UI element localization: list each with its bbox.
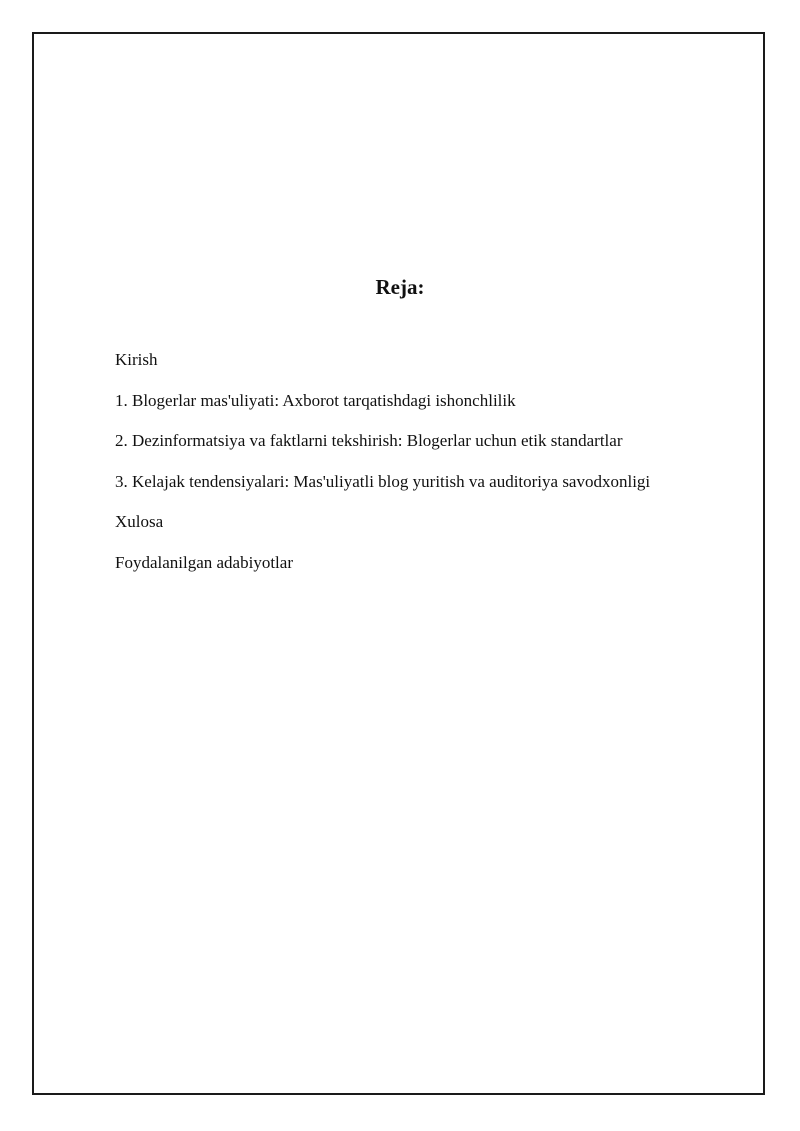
plan-item-chapter-2: 2. Dezinformatsiya va faktlarni tekshirish: Blogerlar uchun etik standartlar xyxy=(115,431,623,450)
plan-item-chapter-3: 3. Kelajak tendensiyalari: Mas'uliyatli blog yuritish va auditoriya savodxonligi xyxy=(115,471,651,491)
plan-item-references: Foydalanilgan adabiyotlar xyxy=(115,552,293,572)
plan-item-chapter-1: 1. Blogerlar mas'uliyati: Axborot tarqatishdagi ishonchlilik xyxy=(115,390,516,410)
plan-list xyxy=(115,349,650,592)
plan-item-conclusion: Xulosa xyxy=(115,512,164,531)
page-title: Reja: xyxy=(375,275,425,299)
plan-item-introduction: Kirish xyxy=(115,350,158,369)
